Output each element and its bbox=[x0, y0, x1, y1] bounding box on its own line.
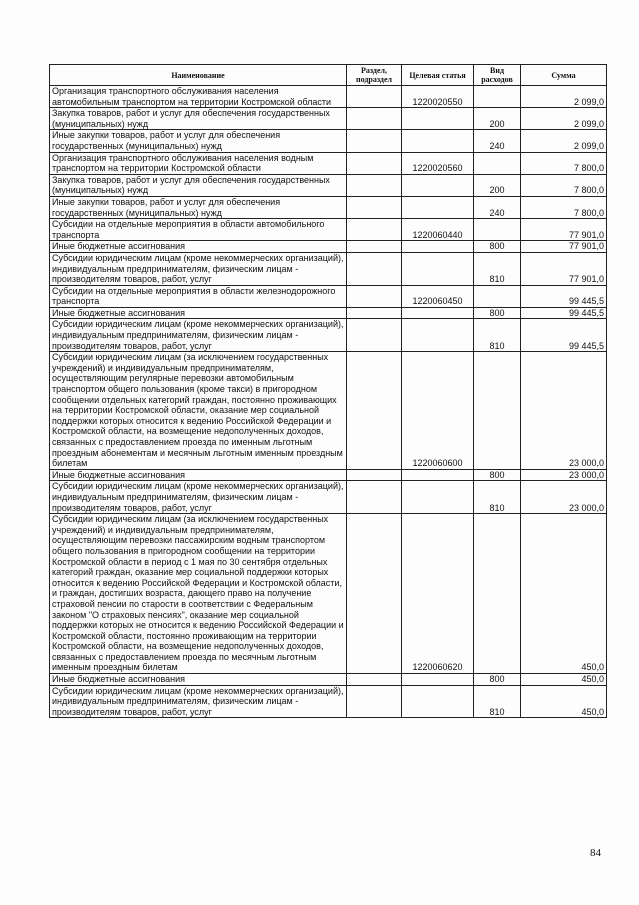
cell-sum: 450,0 bbox=[521, 674, 607, 686]
cell-name: Субсидии юридическим лицам (кроме некоммерческих организаций), индивидуальным предпринимателям, физическим лицам - производителям товаров, работ, услуг bbox=[50, 685, 347, 718]
cell-name: Субсидии юридическим лицам (за исключением государственных учреждений) и индивидуальным предпринимателям, осуществляющим регулярные перевозки автомобильным транспортом общего пользования (кроме такси) в пригородном сообщении отдельных категорий граждан, постоянно проживающих на территории Костромской области, оказание мер социальной поддержки которых относится к ведению Российской Федерации и Костромской области, на возмещение недополученных доходов, связанных с предоставлением проезда по именным льготным проездным абонементам и месячным льготным именным проездным билетам bbox=[50, 352, 347, 470]
cell-category: 1220020560 bbox=[402, 152, 474, 174]
cell-sum: 99 445,5 bbox=[521, 319, 607, 352]
cell-category bbox=[402, 252, 474, 285]
cell-name: Иные бюджетные ассигнования bbox=[50, 307, 347, 319]
header-kind: Вид расходов bbox=[474, 65, 521, 86]
header-name: Наименование bbox=[50, 65, 347, 86]
cell-name: Иные бюджетные ассигнования bbox=[50, 241, 347, 253]
cell-kind bbox=[474, 285, 521, 307]
budget-table bbox=[49, 64, 607, 718]
table-row bbox=[50, 674, 607, 686]
cell-section bbox=[347, 174, 402, 196]
cell-sum: 7 800,0 bbox=[521, 174, 607, 196]
cell-category: 1220020550 bbox=[402, 86, 474, 108]
table-row bbox=[50, 86, 607, 108]
cell-sum: 77 901,0 bbox=[521, 252, 607, 285]
cell-sum: 77 901,0 bbox=[521, 219, 607, 241]
cell-kind bbox=[474, 514, 521, 674]
cell-section bbox=[347, 307, 402, 319]
table-row bbox=[50, 481, 607, 514]
cell-category bbox=[402, 174, 474, 196]
header-category: Целевая статья bbox=[402, 65, 474, 86]
table-row bbox=[50, 285, 607, 307]
cell-kind: 800 bbox=[474, 469, 521, 481]
cell-name: Субсидии юридическим лицам (кроме некоммерческих организаций), индивидуальным предпринимателям, физическим лицам - производителям товаров, работ, услуг bbox=[50, 252, 347, 285]
cell-category bbox=[402, 130, 474, 152]
table-row bbox=[50, 241, 607, 253]
table-row bbox=[50, 174, 607, 196]
table-row bbox=[50, 108, 607, 130]
cell-name: Иные закупки товаров, работ и услуг для обеспечения государственных (муниципальных) нужд bbox=[50, 196, 347, 218]
cell-category bbox=[402, 674, 474, 686]
cell-sum: 23 000,0 bbox=[521, 481, 607, 514]
cell-section bbox=[347, 285, 402, 307]
cell-kind bbox=[474, 152, 521, 174]
cell-name: Закупка товаров, работ и услуг для обеспечения государственных (муниципальных) нужд bbox=[50, 174, 347, 196]
table-row bbox=[50, 152, 607, 174]
cell-kind: 810 bbox=[474, 481, 521, 514]
cell-sum: 2 099,0 bbox=[521, 86, 607, 108]
cell-sum: 2 099,0 bbox=[521, 108, 607, 130]
cell-kind: 200 bbox=[474, 174, 521, 196]
cell-section bbox=[347, 252, 402, 285]
cell-sum: 77 901,0 bbox=[521, 241, 607, 253]
cell-section bbox=[347, 241, 402, 253]
table-row bbox=[50, 352, 607, 470]
cell-section bbox=[347, 514, 402, 674]
cell-sum: 23 000,0 bbox=[521, 469, 607, 481]
cell-category bbox=[402, 469, 474, 481]
cell-section bbox=[347, 319, 402, 352]
cell-section bbox=[347, 481, 402, 514]
table-row bbox=[50, 319, 607, 352]
cell-kind bbox=[474, 86, 521, 108]
cell-section bbox=[347, 674, 402, 686]
table-row bbox=[50, 469, 607, 481]
cell-sum: 99 445,5 bbox=[521, 307, 607, 319]
cell-kind: 240 bbox=[474, 130, 521, 152]
cell-sum: 99 445,5 bbox=[521, 285, 607, 307]
cell-category bbox=[402, 319, 474, 352]
cell-kind: 810 bbox=[474, 319, 521, 352]
table-row bbox=[50, 514, 607, 674]
cell-section bbox=[347, 108, 402, 130]
cell-category bbox=[402, 481, 474, 514]
cell-kind: 800 bbox=[474, 674, 521, 686]
cell-name: Закупка товаров, работ и услуг для обеспечения государственных (муниципальных) нужд bbox=[50, 108, 347, 130]
cell-category bbox=[402, 241, 474, 253]
cell-section bbox=[347, 86, 402, 108]
table-row bbox=[50, 219, 607, 241]
cell-category bbox=[402, 196, 474, 218]
cell-category bbox=[402, 108, 474, 130]
cell-section bbox=[347, 130, 402, 152]
cell-name: Субсидии юридическим лицам (кроме некоммерческих организаций), индивидуальным предпринимателям, физическим лицам - производителям товаров, работ, услуг bbox=[50, 319, 347, 352]
table-row bbox=[50, 196, 607, 218]
table-row bbox=[50, 307, 607, 319]
cell-category: 1220060620 bbox=[402, 514, 474, 674]
cell-sum: 7 800,0 bbox=[521, 152, 607, 174]
cell-category bbox=[402, 307, 474, 319]
cell-kind: 810 bbox=[474, 252, 521, 285]
cell-sum: 23 000,0 bbox=[521, 352, 607, 470]
cell-section bbox=[347, 196, 402, 218]
table-row bbox=[50, 685, 607, 718]
cell-kind: 200 bbox=[474, 108, 521, 130]
cell-category: 1220060600 bbox=[402, 352, 474, 470]
cell-category bbox=[402, 685, 474, 718]
header-section: Раздел, подраздел bbox=[347, 65, 402, 86]
cell-kind bbox=[474, 219, 521, 241]
cell-name: Иные закупки товаров, работ и услуг для обеспечения государственных (муниципальных) нужд bbox=[50, 130, 347, 152]
cell-name: Субсидии на отдельные мероприятия в области автомобильного транспорта bbox=[50, 219, 347, 241]
cell-name: Организация транспортного обслуживания населения водным транспортом на территории Костромской области bbox=[50, 152, 347, 174]
cell-section bbox=[347, 469, 402, 481]
cell-kind: 810 bbox=[474, 685, 521, 718]
cell-sum: 450,0 bbox=[521, 514, 607, 674]
cell-kind: 240 bbox=[474, 196, 521, 218]
cell-name: Организация транспортного обслуживания населения автомобильным транспортом на территории Костромской области bbox=[50, 86, 347, 108]
cell-sum: 2 099,0 bbox=[521, 130, 607, 152]
cell-sum: 450,0 bbox=[521, 685, 607, 718]
cell-name: Иные бюджетные ассигнования bbox=[50, 469, 347, 481]
cell-section bbox=[347, 685, 402, 718]
cell-section bbox=[347, 152, 402, 174]
cell-name: Иные бюджетные ассигнования bbox=[50, 674, 347, 686]
cell-section bbox=[347, 219, 402, 241]
cell-section bbox=[347, 352, 402, 470]
table-header-row bbox=[50, 65, 607, 86]
cell-category: 1220060440 bbox=[402, 219, 474, 241]
table-row bbox=[50, 252, 607, 285]
header-sum: Сумма bbox=[521, 65, 607, 86]
cell-category: 1220060450 bbox=[402, 285, 474, 307]
cell-kind: 800 bbox=[474, 307, 521, 319]
cell-name: Субсидии на отдельные мероприятия в области железнодорожного транспорта bbox=[50, 285, 347, 307]
cell-name: Субсидии юридическим лицам (за исключением государственных учреждений) и индивидуальным предпринимателям, осуществляющим перевозки пассажирским водным транспортом общего пользования в пригородном сообщении на территории Костромской области в период с 1 мая по 30 сентября отдельных категорий граждан, оказание мер социальной поддержки которых относится к ведению Российской Федерации и Костромской области, и граждан, достигших возраста, дающего право на получение страховой пенсии по старости в соответствии с Федеральным законом "О страховых пенсиях", оказание мер социальной поддержки которых не относится к ведению Российской Федерации и Костромской области, постоянно проживающим на территории Костромской области, на возмещение недополученных доходов, связанных с предоставлением проезда по месячным льготным именным проездным билетам bbox=[50, 514, 347, 674]
cell-sum: 7 800,0 bbox=[521, 196, 607, 218]
cell-name: Субсидии юридическим лицам (кроме некоммерческих организаций), индивидуальным предпринимателям, физическим лицам - производителям товаров, работ, услуг bbox=[50, 481, 347, 514]
page-number: 84 bbox=[590, 847, 601, 859]
cell-kind: 800 bbox=[474, 241, 521, 253]
cell-kind bbox=[474, 352, 521, 470]
table-row bbox=[50, 130, 607, 152]
